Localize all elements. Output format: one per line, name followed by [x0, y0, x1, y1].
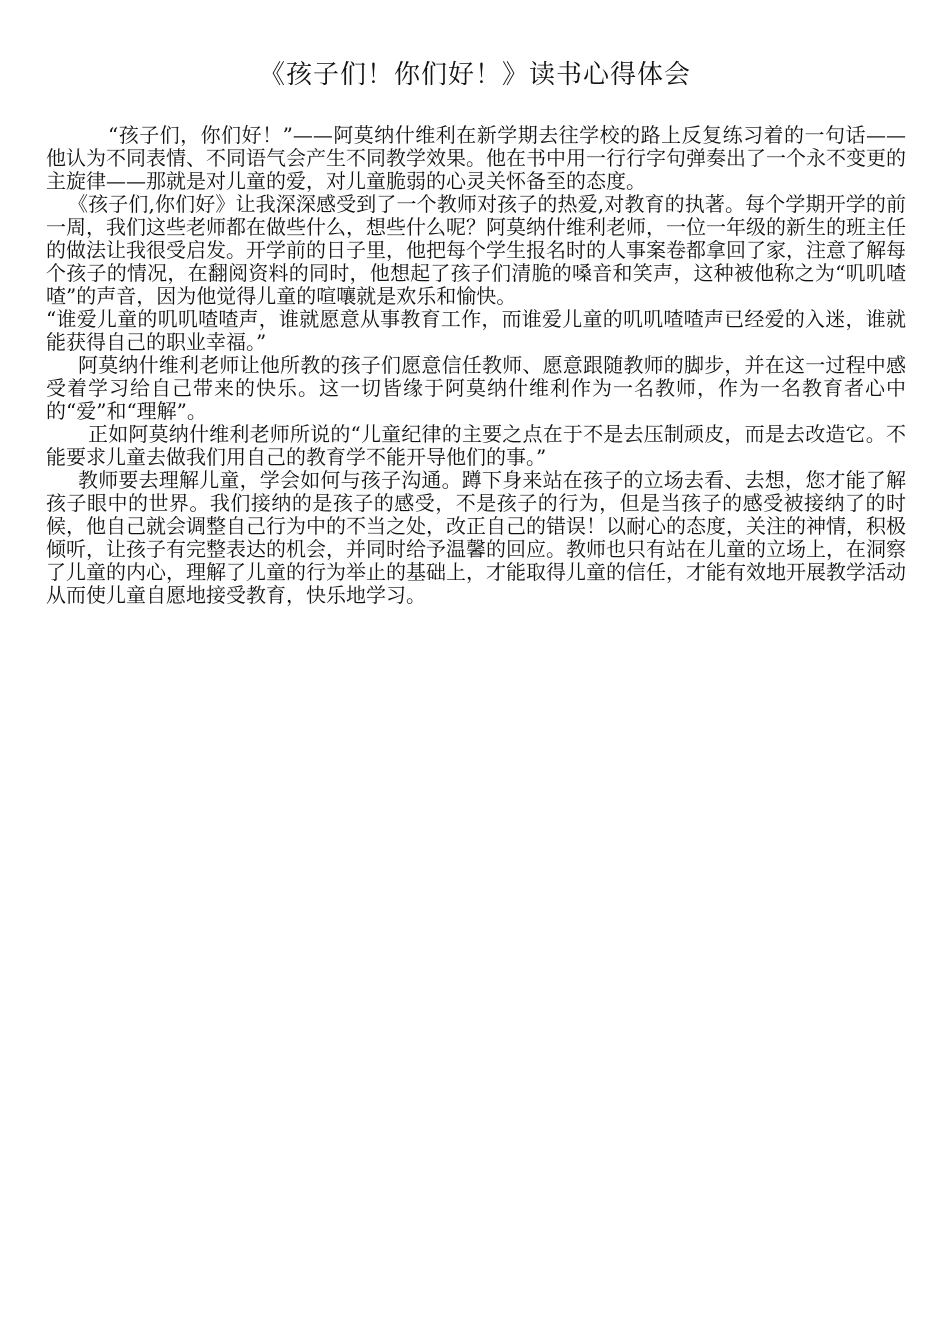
paragraph-4: 阿莫纳什维利老师让他所教的孩子们愿意信任教师、愿意跟随教师的脚步，并在这一过程中感受着学习给自己带来的快乐。这一切皆缘于阿莫纳什维利作为一名教师，作为一名教育者心中的“爱”和“理解”。 — [46, 353, 906, 423]
paragraph-1: “孩子们，你们好！”——阿莫纳什维利在新学期去往学校的路上反复练习着的一句话——他认为不同表情、不同语气会产生不同教学效果。他在书中用一行行字句弹奏出了一个永不变更的主旋律——那就是对儿童的爱，对儿童脆弱的心灵关怀备至的态度。 — [46, 123, 906, 193]
paragraph-6: 教师要去理解儿童，学会如何与孩子沟通。蹲下身来站在孩子的立场去看、去想，您才能了解孩子眼中的世界。我们接纳的是孩子的感受，不是孩子的行为，但是当孩子的感受被接纳了的时候，他自己就会调整自己行为中的不当之处，改正自己的错误！以耐心的态度，关注的神情，积极倾听，让孩子有完整表达的机会，并同时给予温馨的回应。教师也只有站在儿童的立场上，在洞察了儿童的内心，理解了儿童的行为举止的基础上，才能取得儿童的信任，才能有效地开展教学活动从而使儿童自愿地接受教育，快乐地学习。 — [46, 468, 906, 607]
paragraph-2: 《孩子们,你们好》让我深深感受到了一个教师对孩子的热爱,对教育的执著。每个学期开学的前一周，我们这些老师都在做些什么，想些什么呢？阿莫纳什维利老师，一位一年级的新生的班主任的做法让我很受启发。开学前的日子里，他把每个学生报名时的人事案卷都拿回了家，注意了解每个孩子的情况，在翻阅资料的同时，他想起了孩子们清脆的嗓音和笑声，这种被他称之为“叽叽喳喳”的声音，因为他觉得儿童的喧嚷就是欢乐和愉快。 — [46, 192, 906, 308]
paragraph-5: 正如阿莫纳什维利老师所说的“儿童纪律的主要之点在于不是去压制顽皮，而是去改造它。不能要求儿童去做我们用自己的教育学不能开导他们的事。” — [46, 422, 906, 469]
document-body — [46, 124, 906, 607]
document-title: 《孩子们！你们好！》读书心得体会 — [258, 60, 691, 90]
paragraph-3-quote: “谁爱儿童的叽叽喳喳声，谁就愿意从事教育工作，而谁爱儿童的叽叽喳喳声已经爱的入迷，谁就能获得自己的职业幸福。” — [46, 307, 906, 354]
